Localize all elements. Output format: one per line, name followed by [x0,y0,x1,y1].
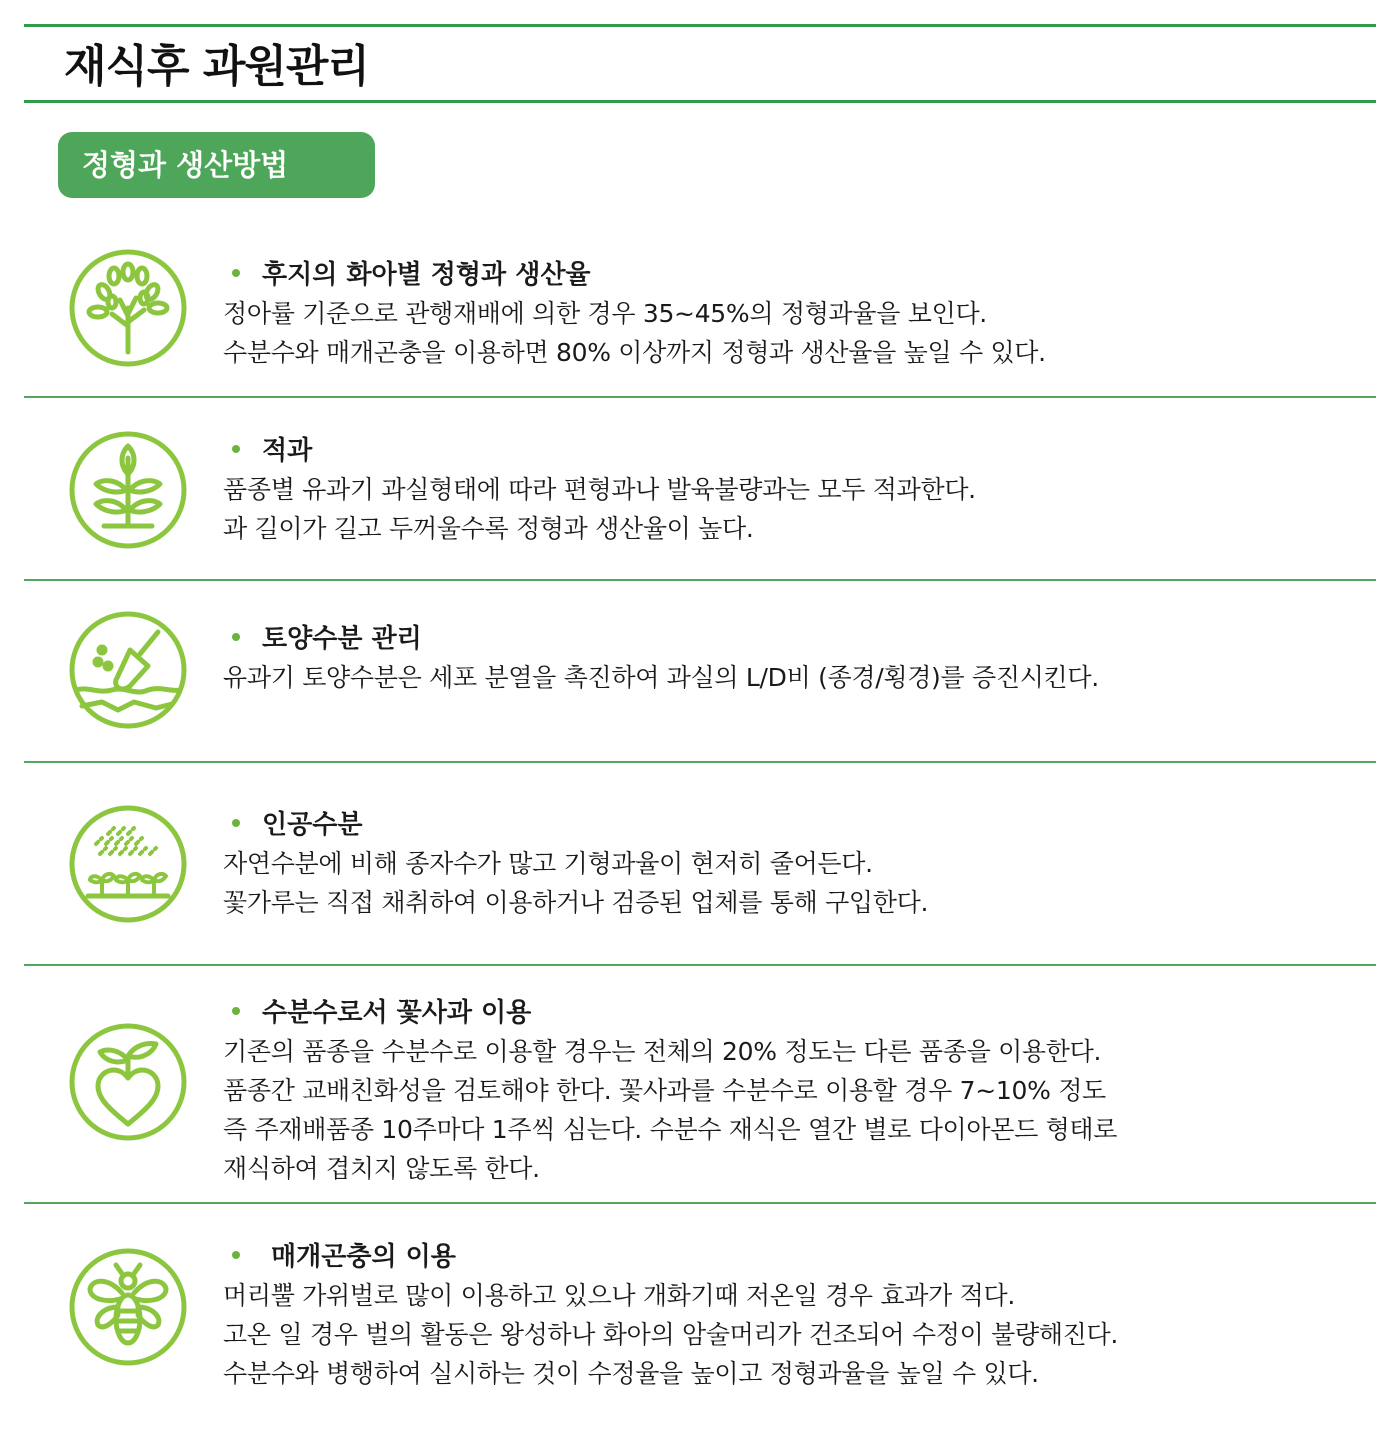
heart-sprout-icon [68,1022,188,1142]
title-underline [24,100,1376,103]
bullet-icon [232,1251,240,1259]
item-text-line: 품종별 유과기 과실형태에 따라 편형과나 발육불량과는 모두 적과한다. [223,475,976,504]
item-text-line: 즉 주재배품종 10주마다 1주씩 심는다. 수분수 재식은 열간 별로 다이아몬드 형태로 [223,1115,1118,1144]
item-text-line: 품종간 교배친화성을 검토해야 한다. 꽃사과를 수분수로 이용할 경우 7~10% 정도 [223,1076,1106,1105]
item-text-line: 재식하여 겹치지 않도록 한다. [223,1154,540,1183]
item-text-line: 기존의 품종을 수분수로 이용할 경우는 전체의 20% 정도는 다른 품종을 이용한다. [223,1037,1102,1066]
divider [24,964,1376,966]
item-text-line: 과 길이가 길고 두꺼울수록 정형과 생산율이 높다. [223,514,754,543]
tree-icon [68,248,188,368]
bee-icon [68,1247,188,1367]
item-heading: 인공수분 [223,806,1360,844]
item-text-line: 꽃가루는 직접 채취하여 이용하거나 검증된 업체를 통해 구입한다. [223,888,929,917]
item-text-line: 자연수분에 비해 종자수가 많고 기형과율이 현저히 줄어든다. [223,849,873,878]
bullet-icon [232,633,240,641]
item-text-line: 머리뿔 가위벌로 많이 이용하고 있으나 개화기때 저온일 경우 효과가 적다. [223,1281,1015,1310]
item-heading: 후지의 화아별 정형과 생산율 [223,256,1360,294]
bullet-icon [232,819,240,827]
section-badge: 정형과 생산방법 [58,132,375,198]
divider [24,579,1376,581]
trowel-soil-icon [68,610,188,730]
item-text-line: 유과기 토양수분은 세포 분열을 촉진하여 과실의 L/D비 (종경/횡경)를 증진시킨다. [223,663,1099,692]
bullet-icon [232,269,240,277]
seedling-icon [68,430,188,550]
item-text-line: 고온 일 경우 벌의 활동은 왕성하나 화아의 암술머리가 건조되어 수정이 불량해진다. [223,1320,1119,1349]
item-heading: 적과 [223,432,1360,470]
top-rule [24,24,1376,27]
bullet-icon [232,445,240,453]
item-text-line: 수분수와 매개곤충을 이용하면 80% 이상까지 정형과 생산율을 높일 수 있다. [223,338,1046,367]
divider [24,396,1376,398]
divider [24,761,1376,763]
item-heading: 매개곤충의 이용 [223,1238,1360,1276]
page-title: 재식후 과원관리 [64,41,369,92]
item-text-line: 정아률 기준으로 관행재배에 의한 경우 35~45%의 정형과율을 보인다. [223,299,987,328]
item-heading: 수분수로서 꽃사과 이용 [223,994,1360,1032]
pollen-sprouts-icon [68,804,188,924]
bullet-icon [232,1007,240,1015]
divider [24,1202,1376,1204]
item-text-line: 수분수와 병행하여 실시하는 것이 수정율을 높이고 정형과율을 높일 수 있다. [223,1359,1039,1388]
item-heading: 토양수분 관리 [223,620,1360,658]
